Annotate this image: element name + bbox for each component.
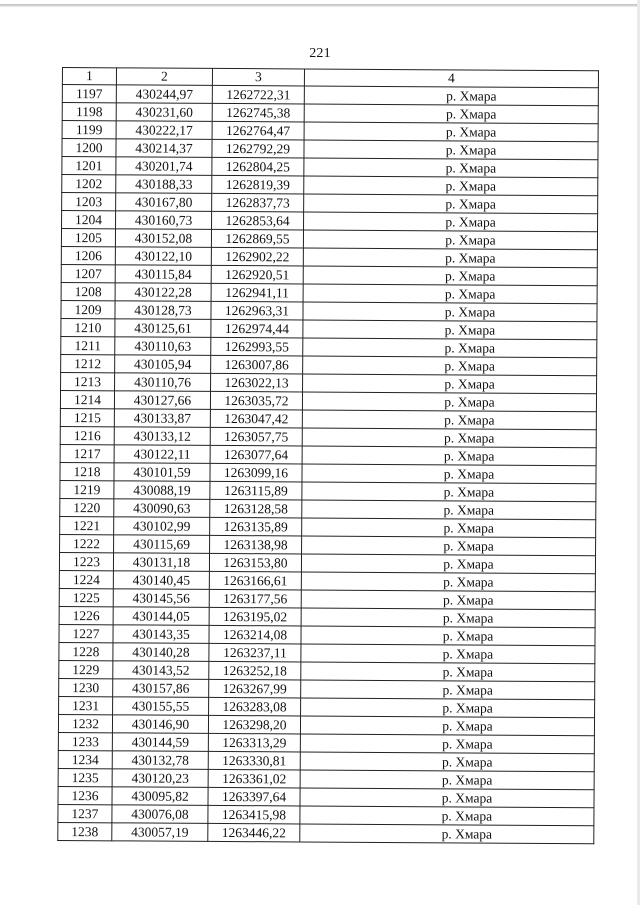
description-cell: р. Хмара: [301, 698, 595, 718]
y-coordinate-cell: 1263446,22: [208, 823, 300, 842]
point-number-cell: 1197: [62, 85, 116, 103]
description-cell: р. Хмара: [304, 122, 598, 142]
point-number-cell: 1198: [62, 103, 116, 121]
point-number-cell: 1213: [61, 372, 115, 390]
point-number-cell: 1210: [61, 318, 115, 336]
description-cell: р. Хмара: [302, 464, 596, 484]
point-number-cell: 1216: [60, 426, 114, 444]
y-coordinate-cell: 1263153,80: [209, 553, 301, 572]
x-coordinate-cell: 430144,05: [113, 607, 209, 626]
point-number-cell: 1229: [59, 660, 113, 678]
description-cell: р. Хмара: [304, 86, 598, 106]
page-number: 221: [309, 46, 331, 61]
point-number-cell: 1225: [59, 588, 113, 606]
y-coordinate-cell: 1262837,73: [212, 193, 304, 212]
x-coordinate-cell: 430090,63: [114, 499, 210, 518]
point-number-cell: 1233: [58, 732, 112, 750]
point-number-cell: 1230: [59, 678, 113, 696]
x-coordinate-cell: 430132,78: [112, 751, 208, 770]
y-coordinate-cell: 1263298,20: [208, 715, 300, 734]
point-number-cell: 1205: [61, 229, 115, 247]
description-cell: р. Хмара: [302, 536, 596, 556]
description-cell: р. Хмара: [300, 788, 594, 808]
x-coordinate-cell: 430140,45: [113, 571, 209, 590]
description-cell: р. Хмара: [301, 608, 595, 628]
header-col-2: 2: [116, 68, 212, 86]
y-coordinate-cell: 1262804,25: [212, 157, 304, 176]
description-cell: р. Хмара: [303, 374, 597, 394]
y-coordinate-cell: 1262722,31: [212, 85, 304, 104]
point-number-cell: 1224: [59, 570, 113, 588]
x-coordinate-cell: 430231,60: [116, 103, 212, 122]
description-cell: р. Хмара: [303, 302, 597, 322]
x-coordinate-cell: 430133,12: [114, 427, 210, 446]
point-number-cell: 1234: [58, 750, 112, 768]
point-number-cell: 1228: [59, 642, 113, 660]
y-coordinate-cell: 1263330,81: [208, 751, 300, 770]
description-cell: р. Хмара: [303, 266, 597, 286]
description-cell: р. Хмара: [303, 320, 597, 340]
y-coordinate-cell: 1263047,42: [210, 409, 302, 428]
point-number-cell: 1222: [60, 534, 114, 552]
point-number-cell: 1232: [58, 714, 112, 732]
y-coordinate-cell: 1263115,89: [210, 481, 302, 500]
x-coordinate-cell: 430115,84: [115, 265, 211, 284]
y-coordinate-cell: 1262764,47: [212, 121, 304, 140]
description-cell: р. Хмара: [304, 140, 598, 160]
description-cell: р. Хмара: [304, 194, 598, 214]
y-coordinate-cell: 1262819,39: [212, 175, 304, 194]
description-cell: р. Хмара: [300, 716, 594, 736]
description-cell: р. Хмара: [303, 248, 597, 268]
point-number-cell: 1206: [61, 246, 115, 264]
x-coordinate-cell: 430088,19: [114, 481, 210, 500]
x-coordinate-cell: 430143,35: [113, 625, 209, 644]
description-cell: р. Хмара: [300, 734, 594, 754]
scan-edge-top: [0, 4, 640, 7]
y-coordinate-cell: 1263283,08: [209, 697, 301, 716]
x-coordinate-cell: 430214,37: [116, 139, 212, 158]
point-number-cell: 1218: [60, 462, 114, 480]
point-number-cell: 1237: [58, 804, 112, 822]
point-number-cell: 1207: [61, 264, 115, 282]
point-number-cell: 1231: [59, 696, 113, 714]
y-coordinate-cell: 1263195,02: [209, 607, 301, 626]
x-coordinate-cell: 430145,56: [113, 589, 209, 608]
description-cell: р. Хмара: [302, 428, 596, 448]
x-coordinate-cell: 430146,90: [112, 715, 208, 734]
y-coordinate-cell: 1263099,16: [210, 463, 302, 482]
x-coordinate-cell: 430122,10: [115, 247, 211, 266]
y-coordinate-cell: 1262963,31: [211, 301, 303, 320]
description-cell: р. Хмара: [301, 572, 595, 592]
x-coordinate-cell: 430131,18: [113, 553, 209, 572]
description-cell: р. Хмара: [300, 752, 594, 772]
table-row: [58, 822, 594, 843]
x-coordinate-cell: 430222,17: [116, 121, 212, 140]
y-coordinate-cell: 1263138,98: [210, 535, 302, 554]
y-coordinate-cell: 1263237,11: [209, 643, 301, 662]
description-cell: р. Хмара: [303, 230, 597, 250]
x-coordinate-cell: 430120,23: [112, 769, 208, 788]
description-cell: р. Хмара: [304, 104, 598, 124]
description-cell: р. Хмара: [300, 770, 594, 790]
y-coordinate-cell: 1262745,38: [212, 103, 304, 122]
x-coordinate-cell: 430095,82: [112, 787, 208, 806]
description-cell: р. Хмара: [301, 554, 595, 574]
y-coordinate-cell: 1263035,72: [210, 391, 302, 410]
description-cell: р. Хмара: [302, 518, 596, 538]
header-col-1: 1: [62, 68, 116, 85]
x-coordinate-cell: 430110,76: [115, 373, 211, 392]
x-coordinate-cell: 430244,97: [116, 85, 212, 104]
point-number-cell: 1221: [60, 516, 114, 534]
point-number-cell: 1208: [61, 282, 115, 300]
header-col-4: 4: [304, 69, 598, 88]
x-coordinate-cell: 430122,11: [114, 445, 210, 464]
y-coordinate-cell: 1263007,86: [211, 355, 303, 374]
point-number-cell: 1209: [61, 300, 115, 318]
y-coordinate-cell: 1262869,55: [211, 229, 303, 248]
y-coordinate-cell: 1262993,55: [211, 337, 303, 356]
y-coordinate-cell: 1263022,13: [211, 373, 303, 392]
x-coordinate-cell: 430110,63: [115, 337, 211, 356]
y-coordinate-cell: 1262853,64: [212, 211, 304, 230]
y-coordinate-cell: 1263214,08: [209, 625, 301, 644]
x-coordinate-cell: 430102,99: [114, 517, 210, 536]
description-cell: р. Хмара: [301, 626, 595, 646]
point-number-cell: 1202: [62, 175, 116, 193]
description-cell: р. Хмара: [303, 356, 597, 376]
y-coordinate-cell: 1263267,99: [209, 679, 301, 698]
x-coordinate-cell: 430157,86: [113, 679, 209, 698]
x-coordinate-cell: 430152,08: [115, 229, 211, 248]
y-coordinate-cell: 1263135,89: [210, 517, 302, 536]
point-number-cell: 1214: [60, 390, 114, 408]
description-cell: р. Хмара: [300, 806, 594, 826]
point-number-cell: 1201: [62, 157, 116, 175]
x-coordinate-cell: 430105,94: [115, 355, 211, 374]
point-number-cell: 1223: [59, 552, 113, 570]
y-coordinate-cell: 1262920,51: [211, 265, 303, 284]
y-coordinate-cell: 1263057,75: [210, 427, 302, 446]
point-number-cell: 1204: [62, 211, 116, 229]
y-coordinate-cell: 1263077,64: [210, 445, 302, 464]
x-coordinate-cell: 430155,55: [113, 697, 209, 716]
x-coordinate-cell: 430143,52: [113, 661, 209, 680]
description-cell: р. Хмара: [302, 482, 596, 502]
x-coordinate-cell: 430125,61: [115, 319, 211, 338]
y-coordinate-cell: 1262974,44: [211, 319, 303, 338]
y-coordinate-cell: 1263397,64: [208, 787, 300, 806]
description-cell: р. Хмара: [302, 446, 596, 466]
y-coordinate-cell: 1263415,98: [208, 805, 300, 824]
y-coordinate-cell: 1262902,22: [211, 247, 303, 266]
description-cell: р. Хмара: [301, 680, 595, 700]
description-cell: р. Хмара: [304, 176, 598, 196]
point-number-cell: 1227: [59, 624, 113, 642]
point-number-cell: 1217: [60, 444, 114, 462]
point-number-cell: 1212: [61, 354, 115, 372]
description-cell: р. Хмара: [303, 338, 597, 358]
point-number-cell: 1211: [61, 336, 115, 354]
point-number-cell: 1215: [60, 408, 114, 426]
x-coordinate-cell: 430188,33: [116, 175, 212, 194]
description-cell: р. Хмара: [303, 284, 597, 304]
x-coordinate-cell: 430201,74: [116, 157, 212, 176]
description-cell: р. Хмара: [300, 824, 594, 844]
x-coordinate-cell: 430057,19: [112, 823, 208, 842]
description-cell: р. Хмара: [302, 500, 596, 520]
y-coordinate-cell: 1262792,29: [212, 139, 304, 158]
y-coordinate-cell: 1263361,02: [208, 769, 300, 788]
point-number-cell: 1199: [62, 121, 116, 139]
x-coordinate-cell: 430167,80: [116, 193, 212, 212]
y-coordinate-cell: 1263252,18: [209, 661, 301, 680]
description-cell: р. Хмара: [304, 158, 598, 178]
x-coordinate-cell: 430160,73: [116, 211, 212, 230]
point-number-cell: 1238: [58, 822, 112, 840]
x-coordinate-cell: 430076,08: [112, 805, 208, 824]
description-cell: р. Хмара: [304, 212, 598, 232]
x-coordinate-cell: 430144,59: [112, 733, 208, 752]
x-coordinate-cell: 430133,87: [114, 409, 210, 428]
point-number-cell: 1236: [58, 786, 112, 804]
x-coordinate-cell: 430122,28: [115, 283, 211, 302]
description-cell: р. Хмара: [302, 392, 596, 412]
x-coordinate-cell: 430140,28: [113, 643, 209, 662]
point-number-cell: 1226: [59, 606, 113, 624]
coordinates-table: [57, 67, 599, 844]
y-coordinate-cell: 1263177,56: [209, 589, 301, 608]
description-cell: р. Хмара: [302, 410, 596, 430]
description-cell: р. Хмара: [301, 644, 595, 664]
point-number-cell: 1203: [62, 193, 116, 211]
y-coordinate-cell: 1263128,58: [210, 499, 302, 518]
point-number-cell: 1235: [58, 768, 112, 786]
y-coordinate-cell: 1263313,29: [208, 733, 300, 752]
x-coordinate-cell: 430115,69: [114, 535, 210, 554]
point-number-cell: 1219: [60, 480, 114, 498]
x-coordinate-cell: 430127,66: [114, 391, 210, 410]
point-number-cell: 1200: [62, 139, 116, 157]
point-number-cell: 1220: [60, 498, 114, 516]
y-coordinate-cell: 1262941,11: [211, 283, 303, 302]
table-body: [58, 85, 599, 844]
description-cell: р. Хмара: [301, 662, 595, 682]
description-cell: р. Хмара: [301, 590, 595, 610]
header-col-3: 3: [212, 68, 304, 86]
y-coordinate-cell: 1263166,61: [209, 571, 301, 590]
x-coordinate-cell: 430128,73: [115, 301, 211, 320]
x-coordinate-cell: 430101,59: [114, 463, 210, 482]
